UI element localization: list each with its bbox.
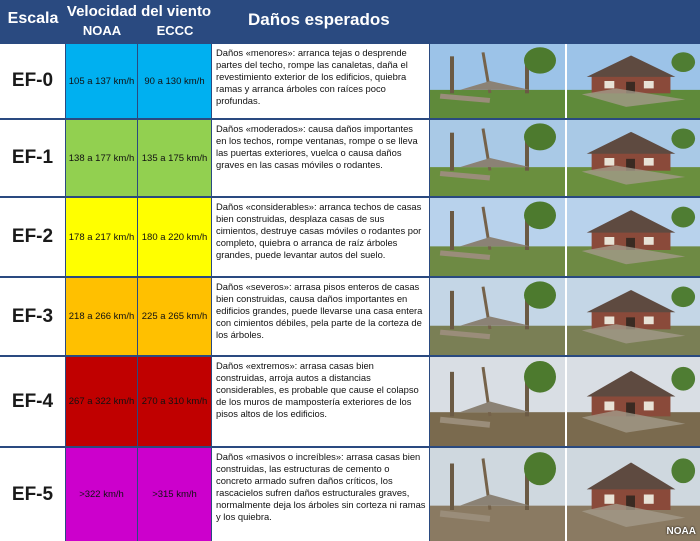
damage-description: Daños «moderados»: causa daños importantes en los techos, rompe ventanas, rompe o se lleva las puertas exteriores, vuelca o causa daños graves en las casas móviles o rodantes.	[212, 120, 430, 196]
header-eccc: ECCC	[156, 23, 194, 38]
header-noaa: NOAA	[82, 23, 122, 38]
damage-photo	[430, 357, 565, 446]
damage-photo	[567, 357, 700, 446]
eccc-speed: 135 a 175 km/h	[138, 120, 212, 196]
damage-photo	[567, 120, 700, 196]
ef-level: EF-3	[0, 278, 66, 355]
eccc-speed: 270 a 310 km/h	[138, 357, 212, 446]
eccc-speed: 90 a 130 km/h	[138, 44, 212, 118]
photo-credit: NOAA	[666, 526, 696, 537]
table-row	[0, 355, 700, 446]
table-row	[0, 196, 700, 276]
damage-description: Daños «masivos o increíbles»: arrasa casas bien construidas, las estructuras de cemento o concreto armado sufren daños críticos, los rascacielos sufren daños estructurales graves, normalmente deja los árboles sin corteza ni ramas y los quiebra.	[212, 448, 430, 541]
ef-level: EF-0	[0, 44, 66, 118]
damage-photo	[567, 44, 700, 118]
eccc-speed: 225 a 265 km/h	[138, 278, 212, 355]
noaa-speed: 105 a 137 km/h	[66, 44, 138, 118]
table-row	[0, 276, 700, 355]
damage-photo	[567, 278, 700, 355]
header-scale: Escala	[7, 10, 59, 27]
noaa-speed: >322 km/h	[66, 448, 138, 541]
ef-level: EF-2	[0, 198, 66, 276]
ef-level: EF-4	[0, 357, 66, 446]
noaa-speed: 138 a 177 km/h	[66, 120, 138, 196]
header-wind-speed: Velocidad del viento	[66, 3, 212, 20]
damage-description: Daños «extremos»: arrasa casas bien construidas, arroja autos a distancias considerables, es probable que cause el colapso de los muros de mampostería exteriores de los pisos altos de los edificios.	[212, 357, 430, 446]
table-header	[0, 0, 700, 42]
noaa-speed: 267 a 322 km/h	[66, 357, 138, 446]
noaa-speed: 178 a 217 km/h	[66, 198, 138, 276]
eccc-speed: 180 a 220 km/h	[138, 198, 212, 276]
eccc-speed: >315 km/h	[138, 448, 212, 541]
damage-photo	[430, 120, 565, 196]
damage-description: Daños «menores»: arranca tejas o desprende partes del techo, rompe las canaletas, daña el revestimiento exterior de los edificios, quiebra ramas y arranca árboles con raíces poco profundas.	[212, 44, 430, 118]
damage-description: Daños «considerables»: arranca techos de casas bien construidas, desplaza casas de sus cimientos, destruye casas móviles o rodantes por completo, quiebra o arranca de raíz árboles grandes, puede levantar autos del suelo.	[212, 198, 430, 276]
noaa-speed: 218 a 266 km/h	[66, 278, 138, 355]
ef-level: EF-1	[0, 120, 66, 196]
damage-photo	[430, 198, 565, 276]
ef-level: EF-5	[0, 448, 66, 541]
damage-photo	[430, 44, 565, 118]
damage-photo	[430, 448, 565, 541]
table-row	[0, 118, 700, 196]
table-row	[0, 446, 700, 541]
damage-description: Daños «severos»: arrasa pisos enteros de casas bien construidas, causa daños importantes en edificios grandes, puede llevarse una casa entera con cimientos débiles, pela parte de la corteza de los árboles.	[212, 278, 430, 355]
damage-photo	[567, 198, 700, 276]
table-row	[0, 42, 700, 118]
header-expected-damage: Daños esperados	[248, 10, 390, 29]
damage-photo	[430, 278, 565, 355]
